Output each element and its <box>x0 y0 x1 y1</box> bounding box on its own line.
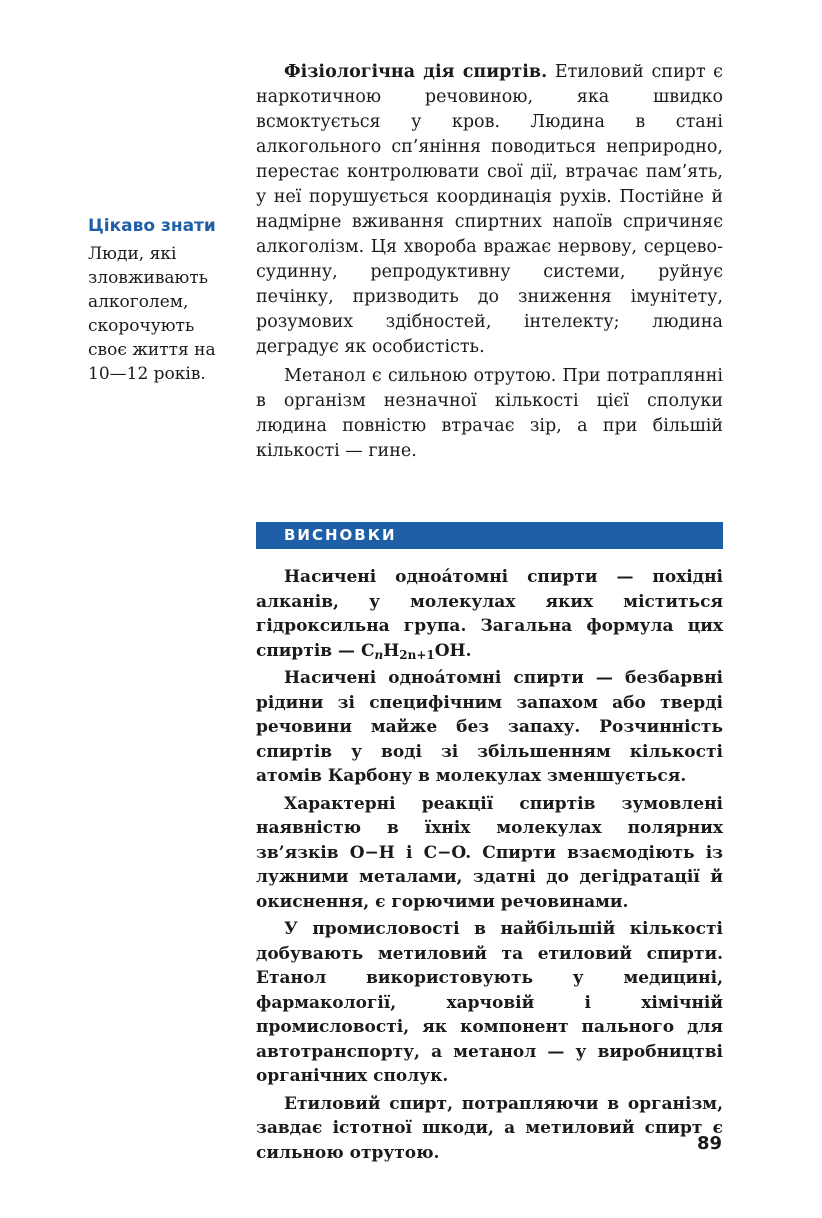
sidebar-title: Цікаво знати <box>88 216 216 236</box>
formula-sub-n: n <box>374 647 384 662</box>
formula-c: C <box>360 640 375 661</box>
main-text <box>256 60 723 468</box>
conclusions-header <box>256 522 723 549</box>
conclusion-1 <box>256 565 723 663</box>
sidebar-note <box>88 214 236 386</box>
conclusion-5: Етиловий спирт, потрапляючи в організм, завдає істотної шкоди, а метиловий спирт є сильною отрутою. <box>256 1093 723 1163</box>
conclusion-1-text: Насичені одноáтомні спирти — похідні алканів, у молекулах яких міститься гідроксильна група. Загальна формула цих спиртів — <box>256 567 723 661</box>
paragraph-physiology <box>256 60 723 360</box>
conclusions-title: ВИСНОВКИ <box>284 526 397 544</box>
paragraph-methanol: Метанол є сильною отрутою. При потраплянні в організм незначної кількості цієї сполуки людина повністю втрачає зір, а при більшій кількості — гине. <box>256 366 723 461</box>
sidebar-text: Люди, які зловживають алкоголем, скорочують своє життя на 10—12 років. <box>88 244 216 384</box>
conclusion-3: Характерні реакції спиртів зумовлені наявністю в їхніх молекулах полярних зв’язків O−H і C−O. Спирти взаємодіють із лужними металами, здатні до дегідратації й окиснення, є горючими речовинами. <box>256 793 723 912</box>
paragraph-body: Етиловий спирт є наркотичною речовиною, яка швидко всмоктується у кров. Людина в стані алкогольного сп’яніння поводиться неприродно, перестає контролювати свої дії, втрачає пам’ять, у неї порушується координація рухів. Постійне й надмірне вживання спиртних напоїв спричиняє алкоголізм. Ця хвороба вражає нервову, серцево-судинну, репродуктивну системи, руйнує печінку, призводить до зниження імунітету, розумових здібностей, інтелекту; людина деградує як особистість. <box>256 62 723 357</box>
conclusion-4: У промисловості в найбільшій кількості добувають метиловий та етиловий спирти. Етанол використовують у медицині, фармакології, харчовій і хімічній промисловості, як компонент пального для автотранспорту, а метанол — у виробництві органічних сполук. <box>256 919 723 1086</box>
paragraph-heading: Фізіологічна дія спиртів. <box>284 62 548 82</box>
conclusions-list <box>256 565 723 1168</box>
formula-sub-2n1: 2n+1 <box>399 647 435 662</box>
formula-h: H <box>383 640 400 661</box>
conclusion-2: Насичені одноáтомні спирти — безбарвні рідини зі специфічним запахом або тверді речовини майже без запаху. Розчинність спиртів у воді зі збільшенням кількості атомів Карбону в молекулах зменшується. <box>256 668 723 786</box>
page-number: 89 <box>696 1133 722 1154</box>
formula-oh: OH. <box>434 640 472 661</box>
